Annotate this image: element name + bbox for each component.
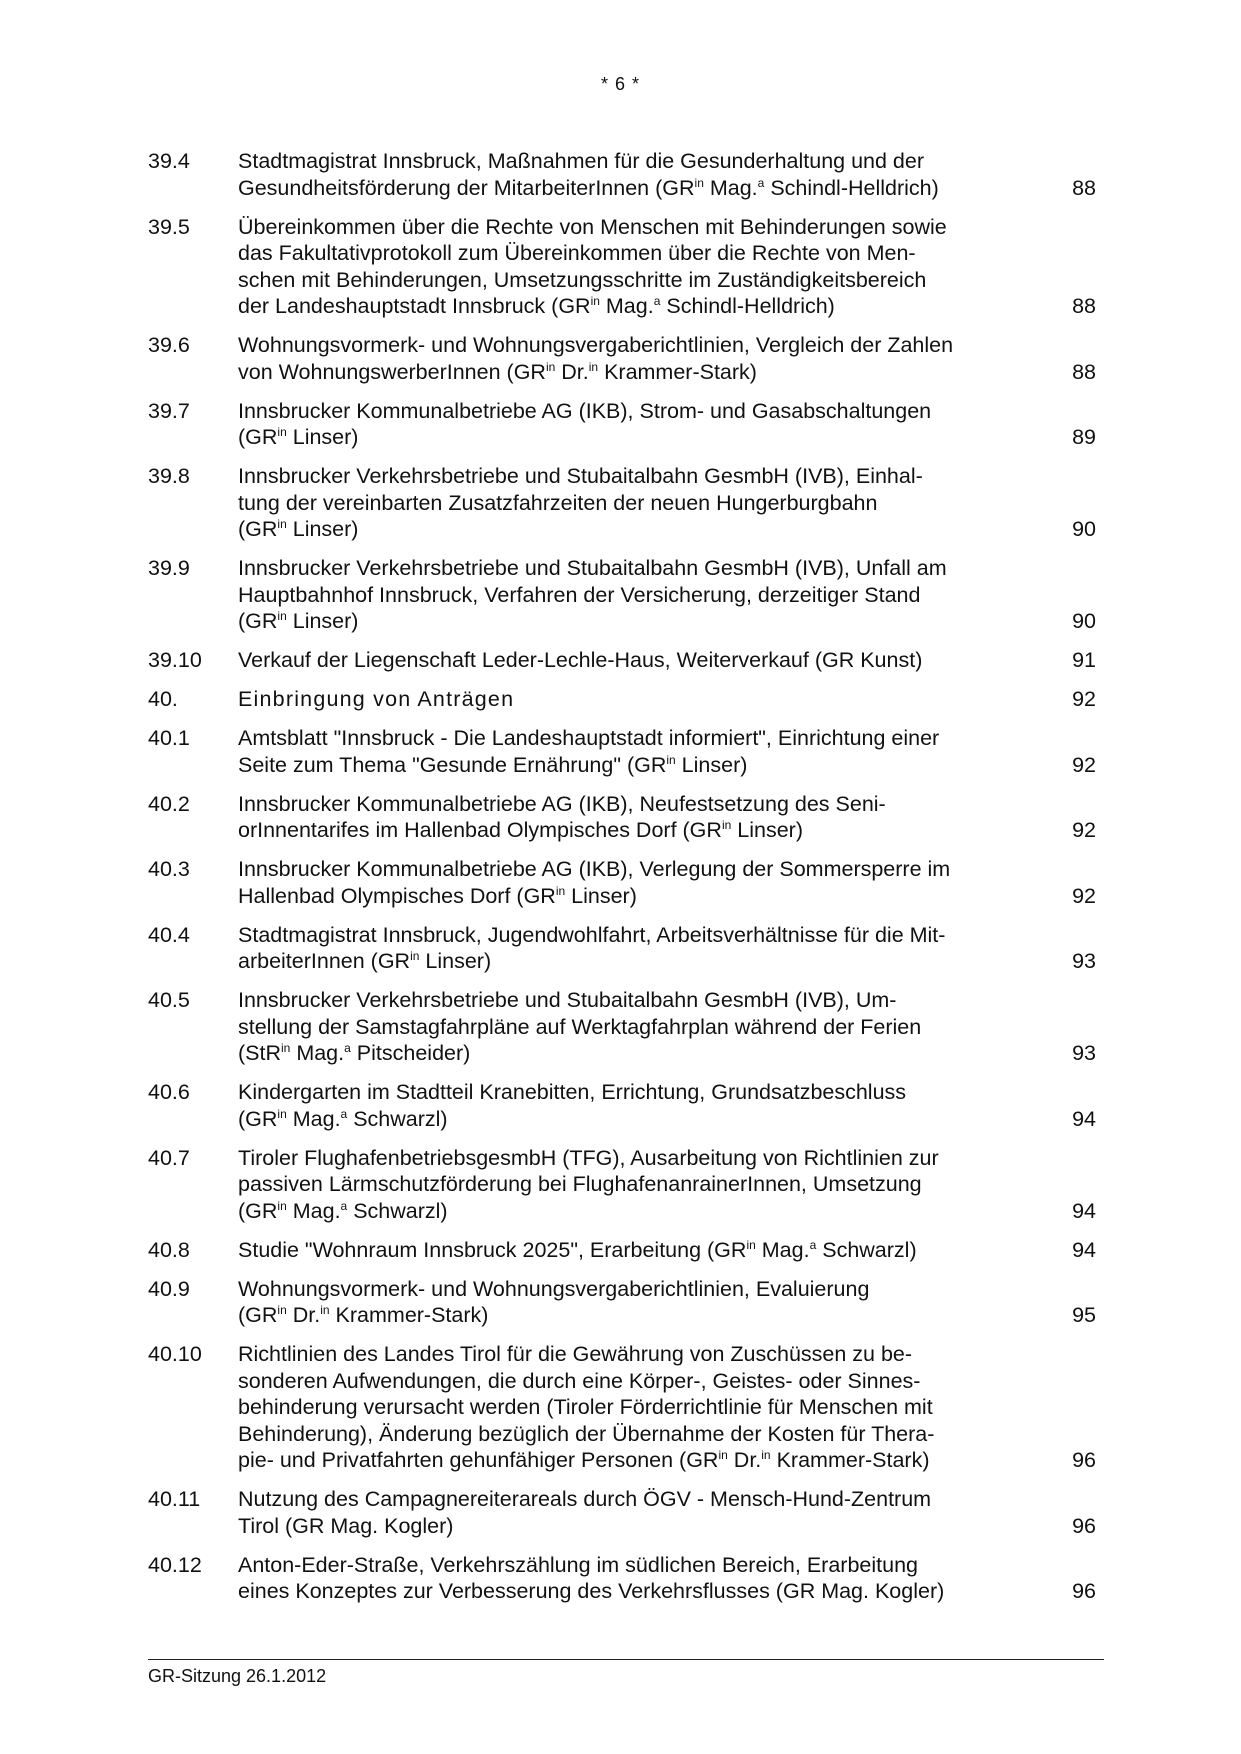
toc-entry-title (238, 647, 1018, 674)
title-text: Innsbrucker Kommunalbetriebe AG (IKB), Strom- und Gasabschaltungen (238, 398, 932, 423)
toc-entry-title-line (238, 1368, 1018, 1395)
footer-session-date: GR-Sitzung 26.1.2012 (148, 1666, 327, 1686)
toc-entry-title-line (238, 359, 1018, 386)
title-text: Behinderung), Änderung bezüglich der Übernahme der Kosten für Thera- (238, 1421, 935, 1446)
toc-entry-number: 40.3 (148, 857, 190, 881)
toc-entry-title-line (238, 332, 1018, 359)
toc-entry-number: 39.7 (148, 398, 190, 423)
title-text: Hauptbahnhof Innsbruck, Verfahren der Versicherung, derzeitiger Stand (238, 582, 921, 607)
title-text: Gesundheitsförderung der MitarbeiterInnen (GR (238, 175, 695, 200)
title-superscript: a (344, 1040, 351, 1055)
title-text: Linser) (286, 609, 359, 633)
title-superscript: in (277, 424, 287, 439)
toc-entry-title-line (238, 1237, 1018, 1264)
toc-entry-title-line (238, 883, 1018, 910)
toc-entry-number: 40.1 (148, 726, 190, 750)
title-text: eines Konzeptes zur Verbesserung des Verkehrsflusses (GR Mag. Kogler) (238, 1579, 945, 1603)
toc-entry (148, 214, 1100, 320)
toc-entry-page-number: 96 (1072, 1513, 1096, 1538)
toc-entry-title-line (238, 424, 1018, 451)
page-number: * 6 * (600, 74, 641, 94)
title-text: Linser) (731, 818, 803, 842)
toc-entry (148, 1486, 1100, 1539)
title-text: Übereinkommen über die Rechte von Menschen mit Behinderungen sowie (238, 214, 947, 239)
toc-entry-page-number: 90 (1072, 609, 1096, 633)
toc-entry-title-line (238, 987, 1018, 1014)
toc-entry-title-line (238, 1198, 1018, 1225)
toc-entry-title (238, 987, 1018, 1067)
title-superscript: in (694, 175, 704, 190)
toc-entry (148, 332, 1100, 385)
title-text: Schwarzl) (347, 1106, 448, 1131)
title-text: Verkauf der Liegenschaft Leder-Lechle-Haus, Weiterverkauf (GR Kunst) (238, 648, 923, 672)
toc-entry (148, 555, 1100, 635)
title-text: (GR (238, 1303, 278, 1327)
toc-entry-title (238, 686, 1018, 713)
table-of-contents (148, 148, 1100, 1617)
toc-entry-title-line (238, 582, 1018, 609)
toc-entry-title-line (238, 791, 1018, 818)
toc-entry-title-line (238, 148, 1018, 175)
title-text: Studie "Wohnraum Innsbruck 2025", Erarbeitung (GR (238, 1237, 747, 1262)
title-text: Tirol (GR Mag. Kogler) (238, 1513, 454, 1538)
toc-entry-number: 40.9 (148, 1276, 190, 1301)
toc-entry-title-line (238, 686, 1018, 713)
toc-entry-page-number: 95 (1072, 1303, 1096, 1327)
title-text: Mag. (286, 1106, 341, 1131)
toc-entry (148, 1276, 1100, 1329)
title-text: Mag. (755, 1237, 810, 1262)
toc-entry-title-line (238, 1578, 1018, 1605)
toc-entry (148, 1145, 1100, 1225)
toc-entry-page-number: 93 (1072, 949, 1096, 973)
title-superscript: a (757, 175, 765, 190)
title-text: Innsbrucker Verkehrsbetriebe und Stubaitalbahn GesmbH (IVB), Um- (238, 988, 897, 1012)
title-text: Seite zum Thema "Gesunde Ernährung" (GR (238, 752, 667, 777)
toc-entry-title (238, 555, 1018, 635)
title-text: Innsbrucker Verkehrsbetriebe und Stubaitalbahn GesmbH (IVB), Unfall am (238, 556, 947, 580)
toc-entry-title-line (238, 1302, 1018, 1329)
toc-entry-page-number: 92 (1072, 752, 1096, 777)
toc-entry (148, 1341, 1100, 1474)
title-text: Innsbrucker Kommunalbetriebe AG (IKB), Neufestsetzung des Seni- (238, 791, 886, 816)
toc-entry-title-line (238, 817, 1018, 844)
toc-entry-title (238, 332, 1018, 385)
title-text: Linser) (419, 949, 492, 973)
toc-entry-page-number: 94 (1072, 1237, 1096, 1262)
title-text: (GR (238, 1198, 278, 1223)
title-text: Anton-Eder-Straße, Verkehrszählung im südlichen Bereich, Erarbeitung (238, 1552, 918, 1577)
toc-entry-title-line (238, 516, 1018, 543)
toc-entry-title-line (238, 608, 1018, 635)
title-text: Hallenbad Olympisches Dorf (GR (238, 883, 556, 908)
title-superscript: in (721, 817, 732, 832)
title-text: Nutzung des Campagnereiterareals durch ÖGV - Mensch-Hund-Zentrum (238, 1487, 932, 1511)
title-text: pie- und Privatfahrten gehunfähiger Personen (GR (238, 1448, 719, 1472)
toc-entry-title-line (238, 214, 1018, 241)
toc-entry-title (238, 1237, 1018, 1264)
toc-entry-page-number: 92 (1072, 687, 1096, 711)
toc-entry (148, 398, 1100, 451)
title-text: der Landeshauptstadt Innsbruck (GR (238, 294, 591, 318)
toc-entry-title (238, 398, 1018, 451)
toc-entry-page-number: 90 (1072, 517, 1096, 541)
title-text: Tiroler FlughafenbetriebsgesmbH (TFG), Ausarbeitung von Richtlinien zur (238, 1145, 939, 1170)
title-text: Stadtmagistrat Innsbruck, Jugendwohlfahrt, Arbeitsverhältnisse für die Mit- (238, 922, 946, 947)
title-superscript: in (320, 1302, 330, 1317)
title-text: Linser) (286, 425, 359, 449)
toc-entry-title (238, 148, 1018, 201)
toc-entry-number: 39.4 (148, 149, 190, 173)
toc-entry-title-line (238, 725, 1018, 752)
title-superscript: a (340, 1198, 348, 1213)
toc-entry-title-line (238, 1552, 1018, 1579)
title-text: Mag. (599, 294, 654, 318)
title-text: orInnentarifes im Hallenbad Olympisches Dorf (GR (238, 818, 722, 842)
toc-entry (148, 987, 1100, 1067)
toc-entry-page-number: 94 (1072, 1106, 1096, 1131)
title-superscript: a (653, 293, 661, 308)
title-superscript: in (277, 1302, 287, 1317)
title-superscript: a (340, 1106, 348, 1121)
title-text: (GR (238, 1106, 278, 1131)
title-text: (GR (238, 425, 278, 449)
title-text: Stadtmagistrat Innsbruck, Maßnahmen für die Gesunderhaltung und der (238, 149, 924, 173)
title-text: stellung der Samstagfahrpläne auf Werktagfahrplan während der Ferien (238, 1014, 922, 1039)
title-text: das Fakultativprotokoll zum Übereinkommen über die Rechte von Men- (238, 241, 916, 265)
toc-entry-title (238, 1486, 1018, 1539)
toc-entry-number: 40.5 (148, 988, 190, 1012)
toc-entry (148, 1237, 1100, 1264)
toc-entry-title (238, 214, 1018, 320)
title-text: Wohnungsvormerk- und Wohnungsvergaberichtlinien, Evaluierung (238, 1276, 870, 1301)
toc-entry-title-line (238, 293, 1018, 320)
title-text: Innsbrucker Kommunalbetriebe AG (IKB), Verlegung der Sommersperre im (238, 857, 951, 881)
toc-entry-title-line (238, 463, 1018, 490)
toc-entry-title-line (238, 1341, 1018, 1368)
toc-entry-title-line (238, 1145, 1018, 1172)
footer-divider (148, 1659, 1104, 1660)
title-superscript: in (545, 359, 556, 374)
toc-entry-page-number: 89 (1072, 425, 1096, 449)
title-text: (GR (238, 517, 278, 541)
title-superscript: in (277, 608, 287, 623)
toc-entry-page-number: 96 (1072, 1448, 1096, 1472)
title-text: Linser) (675, 752, 748, 777)
title-text: Mag. (286, 1198, 341, 1223)
title-text: Kindergarten im Stadtteil Kranebitten, Errichtung, Grundsatzbeschluss (238, 1080, 907, 1104)
toc-entry-title (238, 1341, 1018, 1474)
toc-entry-number: 40.10 (148, 1342, 202, 1366)
toc-entry-title (238, 1145, 1018, 1225)
title-text: sonderen Aufwendungen, die durch eine Körper-, Geistes- oder Sinnes- (238, 1368, 921, 1393)
toc-entry-number: 40.4 (148, 922, 190, 947)
title-text: Schwarzl) (347, 1198, 448, 1223)
toc-entry-title-line (238, 856, 1018, 883)
toc-entry-title (238, 791, 1018, 844)
toc-entry-title (238, 463, 1018, 543)
title-text: tung der vereinbarten Zusatzfahrzeiten der neuen Hungerburgbahn (238, 490, 878, 515)
title-superscript: a (809, 1237, 817, 1252)
toc-entry-number: 40.7 (148, 1145, 190, 1170)
toc-entry-title-line (238, 1513, 1018, 1540)
toc-entry-page-number: 91 (1072, 648, 1096, 672)
title-superscript: in (410, 948, 420, 963)
toc-entry-page-number: 88 (1072, 294, 1096, 318)
toc-entry (148, 791, 1100, 844)
toc-entry-title-line (238, 1014, 1018, 1041)
title-superscript: in (588, 359, 599, 374)
toc-entry-title (238, 1552, 1018, 1605)
title-text: Richtlinien des Landes Tirol für die Gewährung von Zuschüssen zu be- (238, 1342, 913, 1366)
toc-entry-page-number: 88 (1072, 359, 1096, 384)
toc-entry (148, 647, 1100, 674)
title-text: arbeiterInnen (GR (238, 949, 411, 973)
toc-entry-title-line (238, 1394, 1018, 1421)
toc-entry-page-number: 92 (1072, 883, 1096, 908)
title-text: schen mit Behinderungen, Umsetzungsschritte im Zuständigkeitsbereich (238, 267, 927, 292)
title-text: Linser) (565, 883, 637, 908)
toc-entry (148, 1552, 1100, 1605)
toc-entry-page-number: 93 (1072, 1041, 1096, 1065)
title-text: Linser) (286, 517, 359, 541)
toc-entry-title-line (238, 1276, 1018, 1303)
toc-entry (148, 148, 1100, 201)
toc-entry-title-line (238, 175, 1018, 202)
toc-entry-title (238, 856, 1018, 909)
toc-entry-title-line (238, 752, 1018, 779)
toc-entry-title (238, 1079, 1018, 1132)
toc-entry-title (238, 725, 1018, 778)
toc-entry-number: 39.8 (148, 464, 190, 488)
title-superscript: in (761, 1447, 771, 1462)
title-text: Schindl-Helldrich) (764, 175, 939, 200)
toc-entry-number: 39.10 (148, 648, 202, 672)
toc-entry-title-line (238, 490, 1018, 517)
title-text: Dr. (286, 1303, 321, 1327)
toc-entry (148, 856, 1100, 909)
toc-entry-number: 39.5 (148, 214, 190, 239)
toc-entry-number: 40.6 (148, 1080, 190, 1104)
toc-entry-number: 40.12 (148, 1552, 202, 1577)
toc-entry-page-number: 94 (1072, 1198, 1096, 1223)
title-text: passiven Lärmschutzförderung bei FlughafenanrainerInnen, Umsetzung (238, 1172, 922, 1196)
toc-entry-page-number: 92 (1072, 818, 1096, 842)
toc-entry-number: 40.8 (148, 1237, 190, 1262)
toc-entry-title (238, 922, 1018, 975)
title-text: Pitscheider) (350, 1041, 471, 1065)
toc-entry-title-line (238, 267, 1018, 294)
title-text: Dr. (555, 359, 589, 384)
title-text: Wohnungsvormerk- und Wohnungsvergaberichtlinien, Vergleich der Zahlen (238, 333, 954, 357)
title-superscript: in (277, 1106, 287, 1121)
toc-entry-title-line (238, 1421, 1018, 1448)
title-text: (StR (238, 1041, 281, 1065)
toc-entry (148, 922, 1100, 975)
title-text: Krammer-Stark) (598, 359, 757, 384)
title-text: behinderung verursacht werden (Tiroler Förderrichtlinie für Menschen mit (238, 1395, 933, 1419)
title-text: Krammer-Stark) (329, 1303, 489, 1327)
title-text: Mag. (290, 1041, 345, 1065)
toc-entry-number: 39.6 (148, 333, 190, 357)
title-superscript: in (277, 1198, 287, 1213)
title-text: Krammer-Stark) (770, 1448, 930, 1472)
toc-entry-title (238, 1276, 1018, 1329)
toc-entry (148, 463, 1100, 543)
title-superscript: in (718, 1447, 728, 1462)
toc-entry (148, 1079, 1100, 1132)
title-text: Mag. (703, 175, 758, 200)
title-text: (GR (238, 609, 278, 633)
toc-entry-title-line (238, 1079, 1018, 1106)
toc-entry-title-line (238, 1486, 1018, 1513)
title-text: von WohnungswerberInnen (GR (238, 359, 546, 384)
toc-entry-title-line (238, 948, 1018, 975)
title-superscript: in (666, 752, 676, 767)
title-text: Einbringung von Anträgen (238, 687, 515, 711)
title-text: Amtsblatt "Innsbruck - Die Landeshauptstadt informiert", Einrichtung einer (238, 726, 940, 750)
title-superscript: in (746, 1237, 756, 1252)
title-text: Schwarzl) (816, 1237, 917, 1262)
toc-entry-title-line (238, 1447, 1018, 1474)
toc-entry-title-line (238, 240, 1018, 267)
toc-entry (148, 725, 1100, 778)
title-superscript: in (281, 1040, 291, 1055)
title-text: Innsbrucker Verkehrsbetriebe und Stubaitalbahn GesmbH (IVB), Einhal- (238, 464, 923, 488)
title-superscript: in (555, 883, 566, 898)
toc-entry-number: 40. (148, 687, 178, 711)
toc-entry-title-line (238, 555, 1018, 582)
toc-entry-number: 39.9 (148, 556, 190, 580)
toc-entry-title-line (238, 1171, 1018, 1198)
title-superscript: in (277, 516, 287, 531)
toc-entry-title-line (238, 398, 1018, 425)
toc-entry-page-number: 96 (1072, 1579, 1096, 1603)
toc-entry-number: 40.11 (148, 1487, 201, 1511)
toc-entry-title-line (238, 1106, 1018, 1133)
toc-entry-title-line (238, 1040, 1018, 1067)
toc-entry-title-line (238, 647, 1018, 674)
title-text: Schindl-Helldrich) (660, 294, 835, 318)
toc-entry-number: 40.2 (148, 791, 190, 816)
title-superscript: in (590, 293, 600, 308)
toc-entry-title-line (238, 922, 1018, 949)
title-text: Dr. (727, 1448, 762, 1472)
toc-section-heading (148, 686, 1100, 713)
toc-entry-page-number: 88 (1072, 175, 1096, 200)
